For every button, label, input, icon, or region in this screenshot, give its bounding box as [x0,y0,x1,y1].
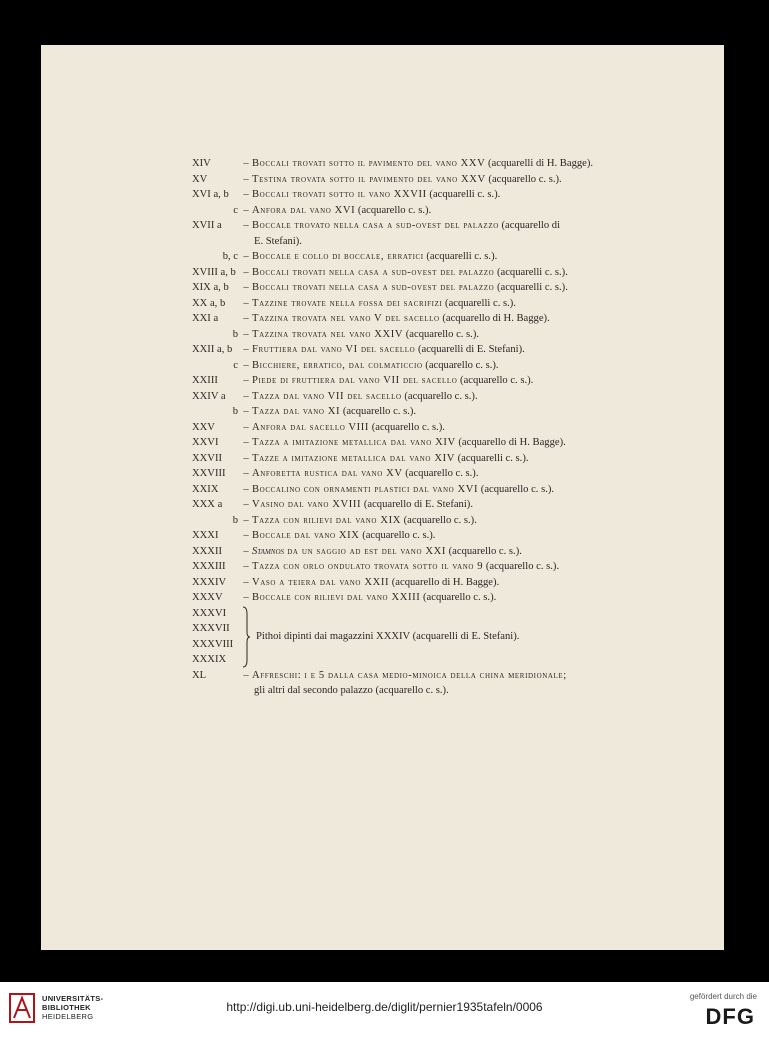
library-line-3: HEIDELBERG [42,1012,94,1021]
plate-group [192,606,622,668]
plate-entry [192,389,622,405]
funding-label: gefördert durch die [689,992,757,1001]
dash: – [243,406,249,417]
caption-credit: (acquarello c. s.). [403,328,480,340]
caption-credit: (acquarelli di H. Bagge). [485,158,594,169]
dash: – [243,251,249,262]
plate-number: XXVI [192,437,219,448]
caption-subject: Boccale trovato nella casa a sud-ovest del palazzo [252,220,499,231]
plate-entry [192,466,622,482]
caption-subject: Boccali trovati sotto il pavimento del vano XXV [252,158,486,169]
plate-number: XX a, b [192,297,226,309]
caption-subject: Boccale con rilievi dal vano XXIII [252,592,421,603]
dash: – [243,158,249,169]
caption-credit: (acquarelli di E. Stefani). [415,344,525,355]
plate-caption [252,156,622,172]
plate-entry [192,156,622,172]
caption-subject: Anfora dal vano XVI [252,204,356,216]
dash: – [243,669,249,681]
plate-caption [252,249,622,265]
plate-entry [192,249,622,265]
caption-credit: (acquarello c. s.). [359,530,436,541]
plate-number: XXXVI [192,607,227,619]
caption-credit: (acquarello c. s.). [445,545,522,557]
dfg-logo: DFG [705,1004,755,1029]
dash: – [243,514,249,526]
plate-entry [192,528,622,544]
plate-entry [192,296,622,312]
plate-number: b [232,328,238,340]
caption-subject: Vaso a teiera dal vano XXII [252,576,390,588]
dash: – [243,390,249,402]
dash: – [243,220,249,231]
plate-entry [192,544,622,560]
caption-italic: Stamnos [252,545,285,557]
caption-subject: Tazza dal vano VII del sacello [252,390,402,402]
plate-entry [192,590,622,606]
plate-number: XXXII [192,545,223,557]
caption-subject: Tazzina trovata nel vano XXIV [252,328,404,340]
plate-number: XL [192,669,207,681]
caption-credit: (acquarello c. s.). [401,390,478,402]
dash: – [243,437,249,448]
plate-number: XXXI [192,530,219,541]
plate-number: c [233,204,238,216]
caption-continuation: E. Stefani). [254,235,302,247]
caption-subject: Tazzine trovate nella fossa dei sacrifizi [252,297,443,309]
dash: – [243,344,249,355]
dash: – [243,204,249,216]
plate-caption [252,265,622,281]
plate-number: XXIX [192,483,219,495]
plate-entry [192,373,622,389]
caption-subject: gli altri dal secondo palazzo [254,685,373,696]
plate-entry [192,265,622,281]
caption-subject: da un saggio ad est del vano XXI [284,545,446,557]
permalink-url[interactable]: http://digi.ub.uni-heidelberg.de/diglit/pernier1935tafeln/0006 [226,1000,543,1014]
plate-caption [252,466,622,482]
caption-credit: (acquarelli di E. Stefani). [410,630,520,642]
caption-subject: Affreschi: i e 5 dalla casa medio-minoica della china meridionale; [252,669,567,681]
plate-caption [252,482,622,498]
plate-caption [252,187,622,203]
plate-caption [252,420,622,436]
plate-caption [252,668,622,684]
plate-caption [252,342,622,358]
plate-number: b [232,514,238,526]
plate-entry [192,559,622,575]
plate-entry [192,482,622,498]
caption-subject: Testina trovata sotto il pavimento del vano XXV [252,173,486,185]
dash: – [243,282,249,293]
plate-entry [192,218,622,234]
plate-caption [252,172,622,188]
caption-credit: (acquarello c. s.). [402,468,479,479]
caption-credit: (acquarello c. s.). [420,592,497,603]
plate-caption [252,513,622,529]
caption-subject: Tazzina trovata nel vano V del sacello [252,313,440,324]
plate-entry [192,358,622,374]
caption-credit: (acquarelli c. s.). [442,297,516,309]
library-line-2: BIBLIOTHEK [42,1003,91,1012]
caption-subject: Boccali trovati sotto il vano XXVII [252,189,427,200]
plate-caption [252,528,622,544]
plate-caption [252,311,622,327]
plate-caption [252,497,622,513]
plate-entry [192,172,622,188]
plate-entry [192,513,622,529]
dash: – [243,561,249,572]
dash: – [243,359,249,371]
plate-entry [192,342,622,358]
caption-credit: (acquarello c. s.). [422,359,499,371]
plate-number: XVIII a, b [192,266,236,278]
plate-number: XXXIX [192,654,227,665]
dash: – [243,592,249,603]
plate-entry [192,451,622,467]
plate-number: c [233,359,238,371]
caption-credit: (acquarello c. s.). [372,685,449,696]
plate-number: XXXVII [192,623,230,634]
plate-entry [192,404,622,420]
caption-subject: Tazza con orlo ondulato trovata sotto il vano 9 [252,561,484,572]
caption-subject: Fruttiera dal vano VI del sacello [252,344,416,355]
plate-caption [252,559,622,575]
caption-subject: Boccali trovati nella casa a sud-ovest del palazzo [252,266,495,278]
caption-credit: (acquarello di E. Stefani). [361,499,473,510]
caption-subject: Vasino dal vano XVIII [252,499,362,510]
plate-number: XXIV a [192,390,226,402]
caption-subject: Tazza dal vano XI [252,406,341,417]
plate-number: XV [192,173,208,185]
plate-list [192,156,622,699]
caption-credit: (acquarello c. s.). [340,406,417,417]
caption-continuation [192,683,622,699]
dash: – [243,421,249,433]
caption-credit: (acquarello c. s.). [400,514,477,526]
caption-subject: Piede di fruttiera dal vano VII del sacello [252,375,458,386]
caption-credit: (acquarello c. s.). [355,204,432,216]
plate-number: XVI a, b [192,189,229,200]
plate-caption [252,404,622,420]
dash: – [243,468,249,479]
caption-subject: Boccali trovati nella casa a sud-ovest del palazzo [252,282,495,293]
plate-number: XIX a, b [192,282,229,293]
caption-subject: Tazza con rilievi dal vano XIX [252,514,401,526]
library-line-1: UNIVERSITÄTS- [42,994,104,1003]
plate-caption [252,389,622,405]
plate-number: XXVIII [192,468,226,479]
caption-credit: (acquarello c. s.). [457,375,534,386]
group-caption [252,606,519,668]
caption-subject: dipinti dai magazzini XXXIV [281,630,410,642]
caption-credit: (acquarello di H. Bagge). [389,576,500,588]
caption-credit: (acquarelli c. s.). [494,282,568,293]
caption-credit: (acquarelli c. s.). [454,452,529,464]
plate-entry [192,327,622,343]
plate-caption [252,296,622,312]
group-numbers [192,606,242,668]
caption-credit: (acquarelli c. s.). [426,189,501,200]
dash: – [243,297,249,309]
dash: – [243,530,249,541]
plate-number: XXXIV [192,576,227,588]
dash: – [243,452,249,464]
plate-entry [192,420,622,436]
caption-credit: (acquarello c. s.). [483,561,560,572]
plate-caption [252,451,622,467]
caption-credit: (acquarelli c. s.). [423,251,498,262]
caption-credit: (acquarello di H. Bagge). [439,313,550,324]
plate-caption [252,327,622,343]
plate-caption [252,435,622,451]
plate-number: XVII a [192,220,222,231]
plate-entry [192,575,622,591]
plate-caption [252,373,622,389]
caption-subject: Boccalino con ornamenti plastici dal vano XVI [252,483,479,495]
caption-subject: Boccale dal vano XIX [252,530,360,541]
caption-subject: Bicchiere, erratico, dal colmaticcio [252,359,423,371]
caption-subject: Tazze a imitazione metallica dal vano XIV [252,452,455,464]
plate-entry [192,668,622,684]
plate-caption [252,280,622,296]
brace [242,606,252,668]
caption-credit: (acquarello c. s.). [485,173,562,185]
caption-credit: (acquarello c. s.). [478,483,555,495]
plate-caption [252,218,622,234]
dash: – [243,173,249,185]
plate-number: XXI a [192,313,219,324]
caption-subject: Tazza a imitazione metallica dal vano XIV [252,437,456,448]
plate-caption [252,544,622,560]
plate-caption [252,590,622,606]
caption-italic: Pithoi [256,630,282,642]
dash: – [243,189,249,200]
caption-credit: (acquarello c. s.). [369,421,445,433]
dash: – [243,375,249,386]
plate-entry [192,497,622,513]
plate-number: XXXV [192,592,223,603]
caption-subject: Anforetta rustica dal vano XV [252,468,403,479]
plate-number: b, c [222,251,238,262]
plate-number: XXX a [192,499,223,510]
plate-number: b [232,406,238,417]
caption-subject: Anfora dal sacello VIII [252,421,370,433]
caption-subject: Boccale e collo di boccale, erratici [252,251,424,262]
dash: – [243,545,249,557]
plate-number: XIV [192,158,211,169]
plate-number: XXXIII [192,561,226,572]
plate-caption [252,358,622,374]
plate-number: XXV [192,421,215,433]
plate-entry [192,187,622,203]
plate-number: XXIII [192,375,218,386]
dash: – [243,313,249,324]
plate-entry [192,280,622,296]
plate-entry [192,203,622,219]
dash: – [243,576,249,588]
caption-credit: (acquarello di [498,220,561,231]
plate-number: XXXVIII [192,638,234,650]
plate-entry [192,435,622,451]
dash: – [243,483,249,495]
plate-caption [252,575,622,591]
plate-number: XXII a, b [192,344,233,355]
dash: – [243,328,249,340]
plate-entry [192,311,622,327]
caption-credit: (acquarello di H. Bagge). [455,437,566,448]
dash: – [243,266,249,278]
caption-credit: (acquarelli c. s.). [494,266,568,278]
plate-caption [252,203,622,219]
plate-number: XXVII [192,452,223,464]
dash: – [243,499,249,510]
